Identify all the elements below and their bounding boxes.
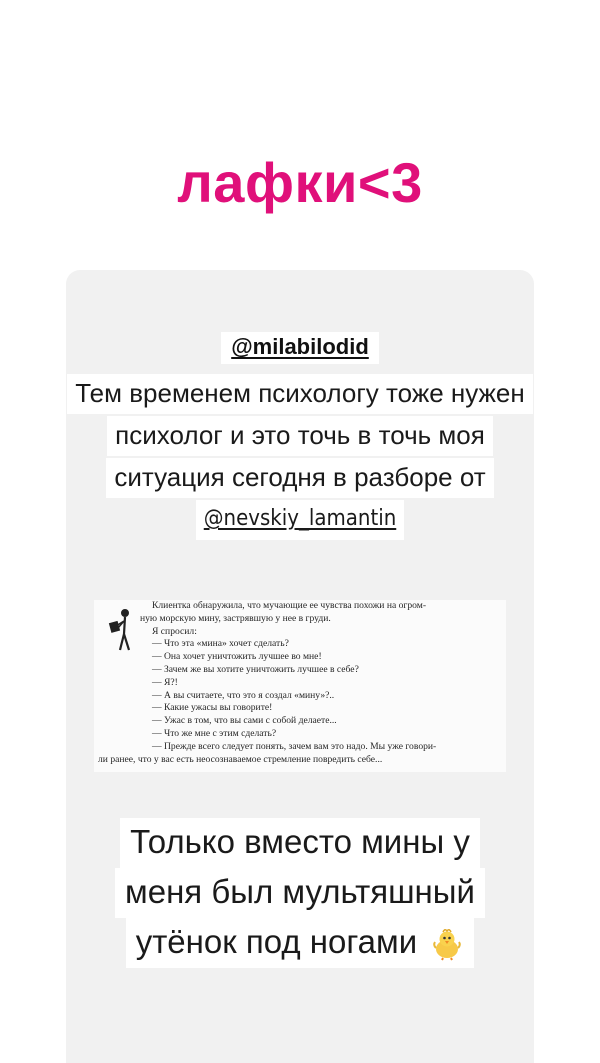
book-line: — Ужас в том, что вы сами с собой делаете... [152,715,337,727]
book-line: — Я?! [152,676,178,688]
book-line: ную морскую мину, застрявшую у нее в груди. [140,612,331,624]
book-line: — Прежде всего следует понять, зачем вам это надо. Мы уже говори- [152,740,437,752]
book-line: — Зачем же вы хотите уничтожить лучшее в себе? [152,663,359,675]
book-excerpt-text [98,600,502,766]
headline-text: лафки<3 [177,151,423,214]
reading-figure-icon [108,606,138,652]
quote-line: психолог и это точь в точь моя [107,416,493,456]
mention-row [66,332,534,364]
baby-chick-icon [430,927,464,961]
quote-line: ситуация сегодня в разборе от [106,458,493,498]
book-line: ли ранее, что у вас есть неосознаваемое стремление повредить себе... [98,753,383,765]
caption-line-with-emoji [126,918,475,968]
book-line: — Она хочет уничтожить лучшее во мне! [152,651,322,663]
book-line: — А вы считаете, что это я создал «мину»?.. [152,689,335,701]
quote-block [60,374,540,542]
caption-line: Только вместо мины у [120,818,480,868]
book-line: Я спросил: [152,625,197,637]
book-line: Клиентка обнаружила, что мучающие ее чувства похожи на огром- [152,600,427,611]
repost-card[interactable] [66,270,534,1063]
caption-block [66,818,534,968]
book-line: — Что эта «мина» хочет сделать? [152,638,289,650]
quote-line: Тем временем психологу тоже нужен [67,374,533,414]
caption-line: меня был мультяшный [115,868,485,918]
book-scan-image [94,600,506,772]
mention-link[interactable]: @milabilodid [221,332,379,364]
book-line: — Какие ужасы вы говорите! [152,702,273,714]
quote-tag-link[interactable]: @nevskiy_lamantin [196,500,405,540]
book-line: — Что же мне с этим сделать? [152,727,277,739]
caption-line: утёнок под ногами [135,923,418,960]
